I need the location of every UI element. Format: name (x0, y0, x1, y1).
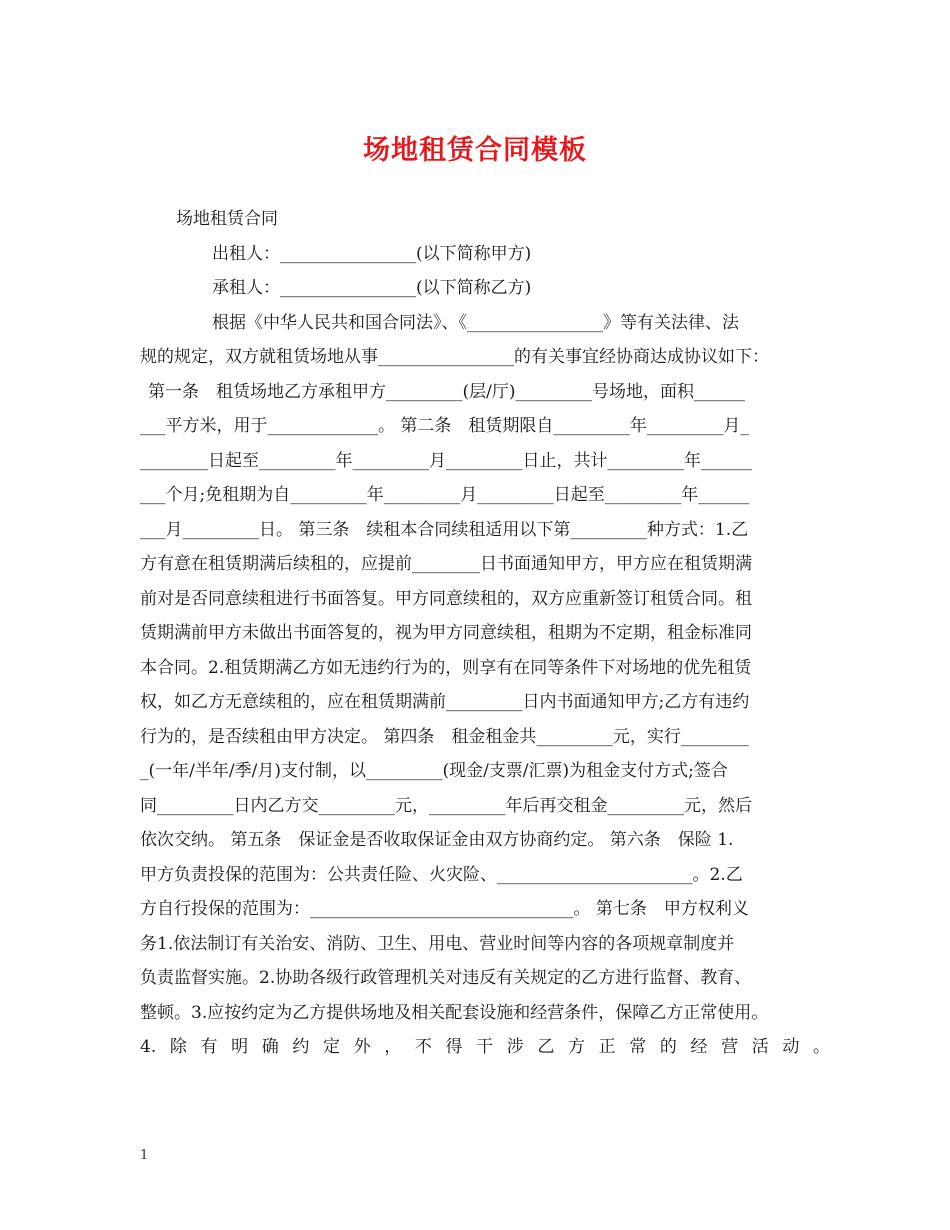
char: 方 (567, 1037, 585, 1057)
char: ， (384, 1037, 402, 1057)
body-line: 本合同。2.租赁期满乙方如无违约行为的，则享有在同等条件下对场地的优先租赁 (140, 657, 752, 678)
body-line: 整顿。3.应按约定为乙方提供场地及相关配套设施和经营条件，保障乙方正常使用。 (140, 1002, 769, 1023)
body-line: 第一条 租赁场地乙方承租甲方_________(层/厅)_________号场地，面积______ (148, 381, 745, 402)
body-line: 根据《中华人民共和国合同法》、《________________》等有关法律、法 (212, 312, 739, 333)
body-line: 方自行投保的范围为：_______________________________。 第七条 甲方权利义 (140, 899, 749, 919)
body-line: 前对是否同意续租进行书面答复。甲方同意续租的，双方应重新签订租赁合同。租 (140, 588, 752, 609)
body-line: 依次交纳。 第五条 保证金是否收取保证金由双方协商约定。 第六条 保险 1. (140, 830, 734, 850)
char: 约 (292, 1037, 310, 1057)
body-line: 规的规定，双方就租赁场地从事________________的有关事宜经协商达成协议如下： (140, 347, 769, 367)
contract-heading: 场地租赁合同 (176, 209, 278, 229)
char: 干 (476, 1037, 494, 1057)
document-title: 场地租赁合同模板 (363, 135, 587, 166)
contract-body (140, 202, 830, 1065)
char: 定 (322, 1037, 340, 1057)
char: 。 (812, 1037, 830, 1057)
justified-last-line (140, 1030, 830, 1065)
char: 涉 (506, 1037, 524, 1057)
body-line: ___个月;免租期为自_________年_________月_________日起至_________年______ (140, 485, 750, 505)
page-number: 1 (140, 1148, 149, 1163)
body-line: 甲方负责投保的范围为：公共责任险、火灾险、_______________________。2.乙 (140, 864, 743, 885)
char: 外 (353, 1037, 371, 1057)
body-line: 负责监督实施。2.协助各级行政管理机关对违反有关规定的乙方进行监督、教育、 (140, 968, 752, 988)
body-line: 赁期满前甲方未做出书面答复的，视为甲方同意续租，租期为不定期，租金标准同 (140, 623, 752, 643)
body-line: _(一年/半年/季/月)支付制，以_________(现金/支票/汇票)为租金支付方式;签合 (140, 761, 728, 781)
char: 有 (200, 1037, 218, 1057)
body-line: 权，如乙方无意续租的，应在租赁期满前_________日内书面通知甲方;乙方有违约 (140, 692, 750, 712)
body-line: 方有意在租赁期满后续租的，应提前________日书面通知甲方，甲方应在租赁期满 (140, 554, 752, 574)
char: 活 (751, 1037, 769, 1057)
char: 乙 (537, 1037, 555, 1057)
body-line: ___月_________日。 第三条 续租本合同续租适用以下第_________种方式：1.乙 (140, 519, 749, 540)
char: 经 (690, 1037, 708, 1057)
lessee-line: 承租人：________________(以下简称乙方) (212, 278, 532, 298)
body-line: ________日起至_________年_________月_________日止，共计_________年______ (140, 450, 752, 471)
body-line: 同_________日内乙方交_________元，_________年后再交租金_________元，然后 (140, 795, 752, 816)
char: 正 (598, 1037, 616, 1057)
char: 不 (414, 1037, 432, 1057)
char: 4. (140, 1037, 157, 1057)
body-line: 行为的，是否续租由甲方决定。 第四条 租金租金共_________元，实行________ (140, 726, 749, 747)
char: 的 (659, 1037, 677, 1057)
char: 动 (782, 1037, 800, 1057)
char: 营 (721, 1037, 739, 1057)
body-line: ___平方米，用于_____________。 第二条 租赁期限自_________年_________月_ (140, 416, 749, 436)
char: 除 (169, 1037, 187, 1057)
char: 得 (445, 1037, 463, 1057)
char: 确 (261, 1037, 279, 1057)
body-line: 务1.依法制订有关治安、消防、卫生、用电、营业时间等内容的各项规章制度并 (140, 933, 735, 954)
char: 常 (629, 1037, 647, 1057)
char: 明 (231, 1037, 249, 1057)
lessor-line: 出租人：________________(以下简称甲方) (212, 243, 532, 264)
